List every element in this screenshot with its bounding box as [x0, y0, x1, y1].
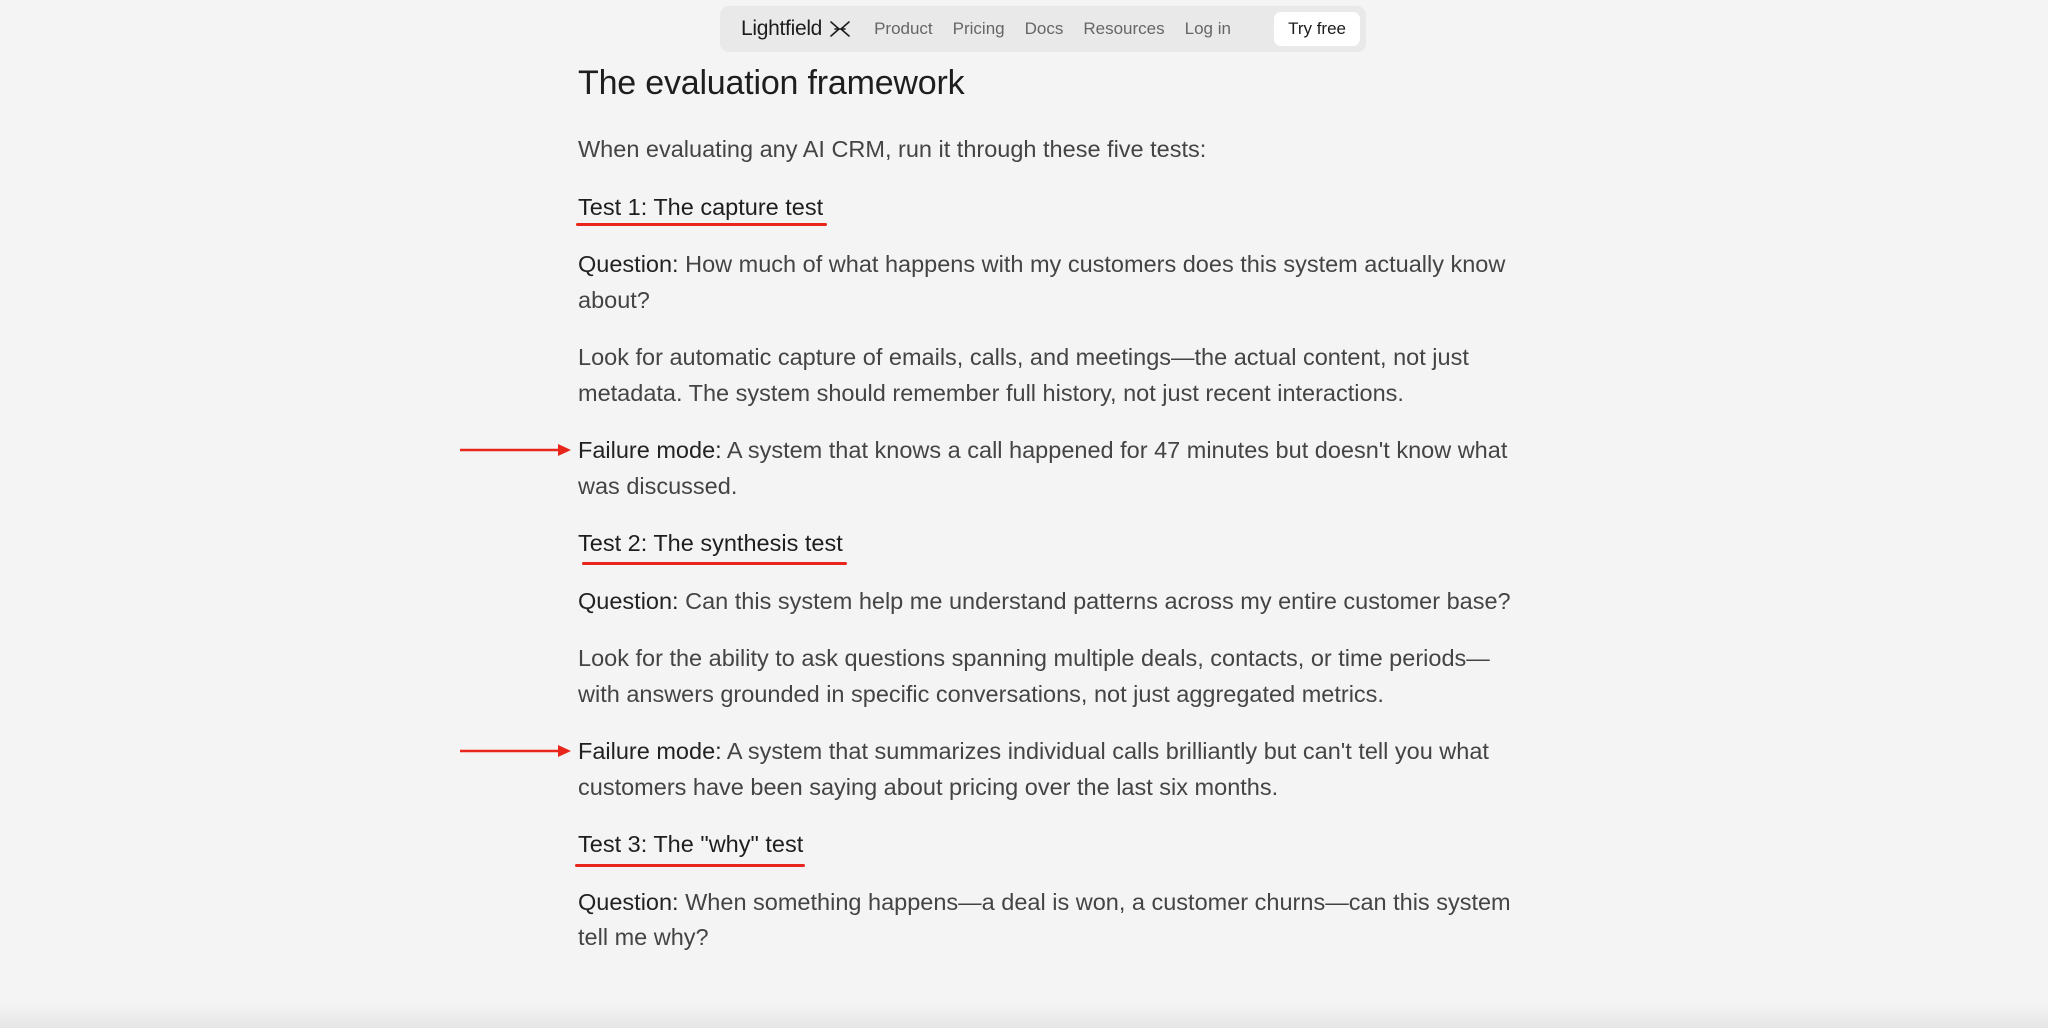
test-2-heading-text: Test 2: The synthesis test — [578, 530, 843, 556]
article-content — [578, 56, 1518, 978]
test-3-heading-text: Test 3: The "why" test — [578, 831, 804, 857]
test-2-heading — [578, 526, 843, 562]
bottom-shadow — [0, 1004, 2048, 1028]
brand-name: Lightfield — [741, 17, 823, 40]
top-navbar — [720, 6, 1366, 52]
red-underline-annotation — [576, 223, 827, 226]
nav-link-login[interactable]: Log in — [1184, 19, 1231, 38]
question-label: Question: — [578, 587, 679, 614]
failure-text: A system that knows a call happened for 47 minutes but doesn't know what was discussed. — [578, 437, 1508, 499]
question-label: Question: — [578, 251, 679, 277]
brand-logo[interactable] — [741, 17, 850, 41]
question-text: Can this system help me understand patterns across my entire customer base? — [678, 587, 1511, 614]
test-1-question — [578, 247, 1518, 318]
question-text: How much of what happens with my customers does this system actually know about? — [578, 251, 1506, 313]
arrow-right-icon — [460, 443, 572, 457]
test-2-body: Look for the ability to ask questions spanning multiple deals, contacts, or time periods—with answers grounded in specific conversations, not just aggregated metrics. — [578, 645, 1490, 707]
test-1-heading-text: Test 1: The capture test — [578, 193, 824, 220]
question-label: Question: — [578, 888, 679, 915]
test-2-question — [578, 584, 1518, 620]
try-free-button[interactable]: Try free — [1274, 12, 1360, 46]
test-1-body: Look for automatic capture of emails, calls, and meetings—the actual content, not just metadata. The system should remember full history, not just recent interactions. — [578, 344, 1469, 406]
test-1-failure-mode — [578, 433, 1518, 504]
failure-label: Failure mode: — [578, 437, 722, 463]
question-text: When something happens—a deal is won, a customer churns—can this system tell me why? — [578, 888, 1511, 950]
section-title: The evaluation framework — [578, 64, 965, 102]
test-1-heading — [578, 190, 823, 226]
nav-link-product[interactable]: Product — [874, 19, 933, 38]
lightfield-logo-icon — [830, 20, 850, 38]
intro-paragraph: When evaluating any AI CRM, run it through these five tests: — [578, 136, 1207, 162]
red-underline-annotation — [575, 864, 805, 867]
red-underline-annotation — [582, 562, 847, 565]
nav-link-pricing[interactable]: Pricing — [952, 19, 1005, 38]
nav-link-docs[interactable]: Docs — [1024, 19, 1064, 38]
nav-link-resources[interactable]: Resources — [1083, 19, 1165, 38]
failure-text: A system that summarizes individual calls brilliantly but can't tell you what customers have been saying about pricing over the last six months. — [578, 738, 1489, 800]
failure-label: Failure mode: — [578, 738, 722, 764]
test-2-failure-mode — [578, 734, 1518, 805]
arrow-right-icon — [460, 744, 572, 758]
test-3-question — [578, 885, 1518, 956]
test-3-heading — [578, 827, 803, 863]
